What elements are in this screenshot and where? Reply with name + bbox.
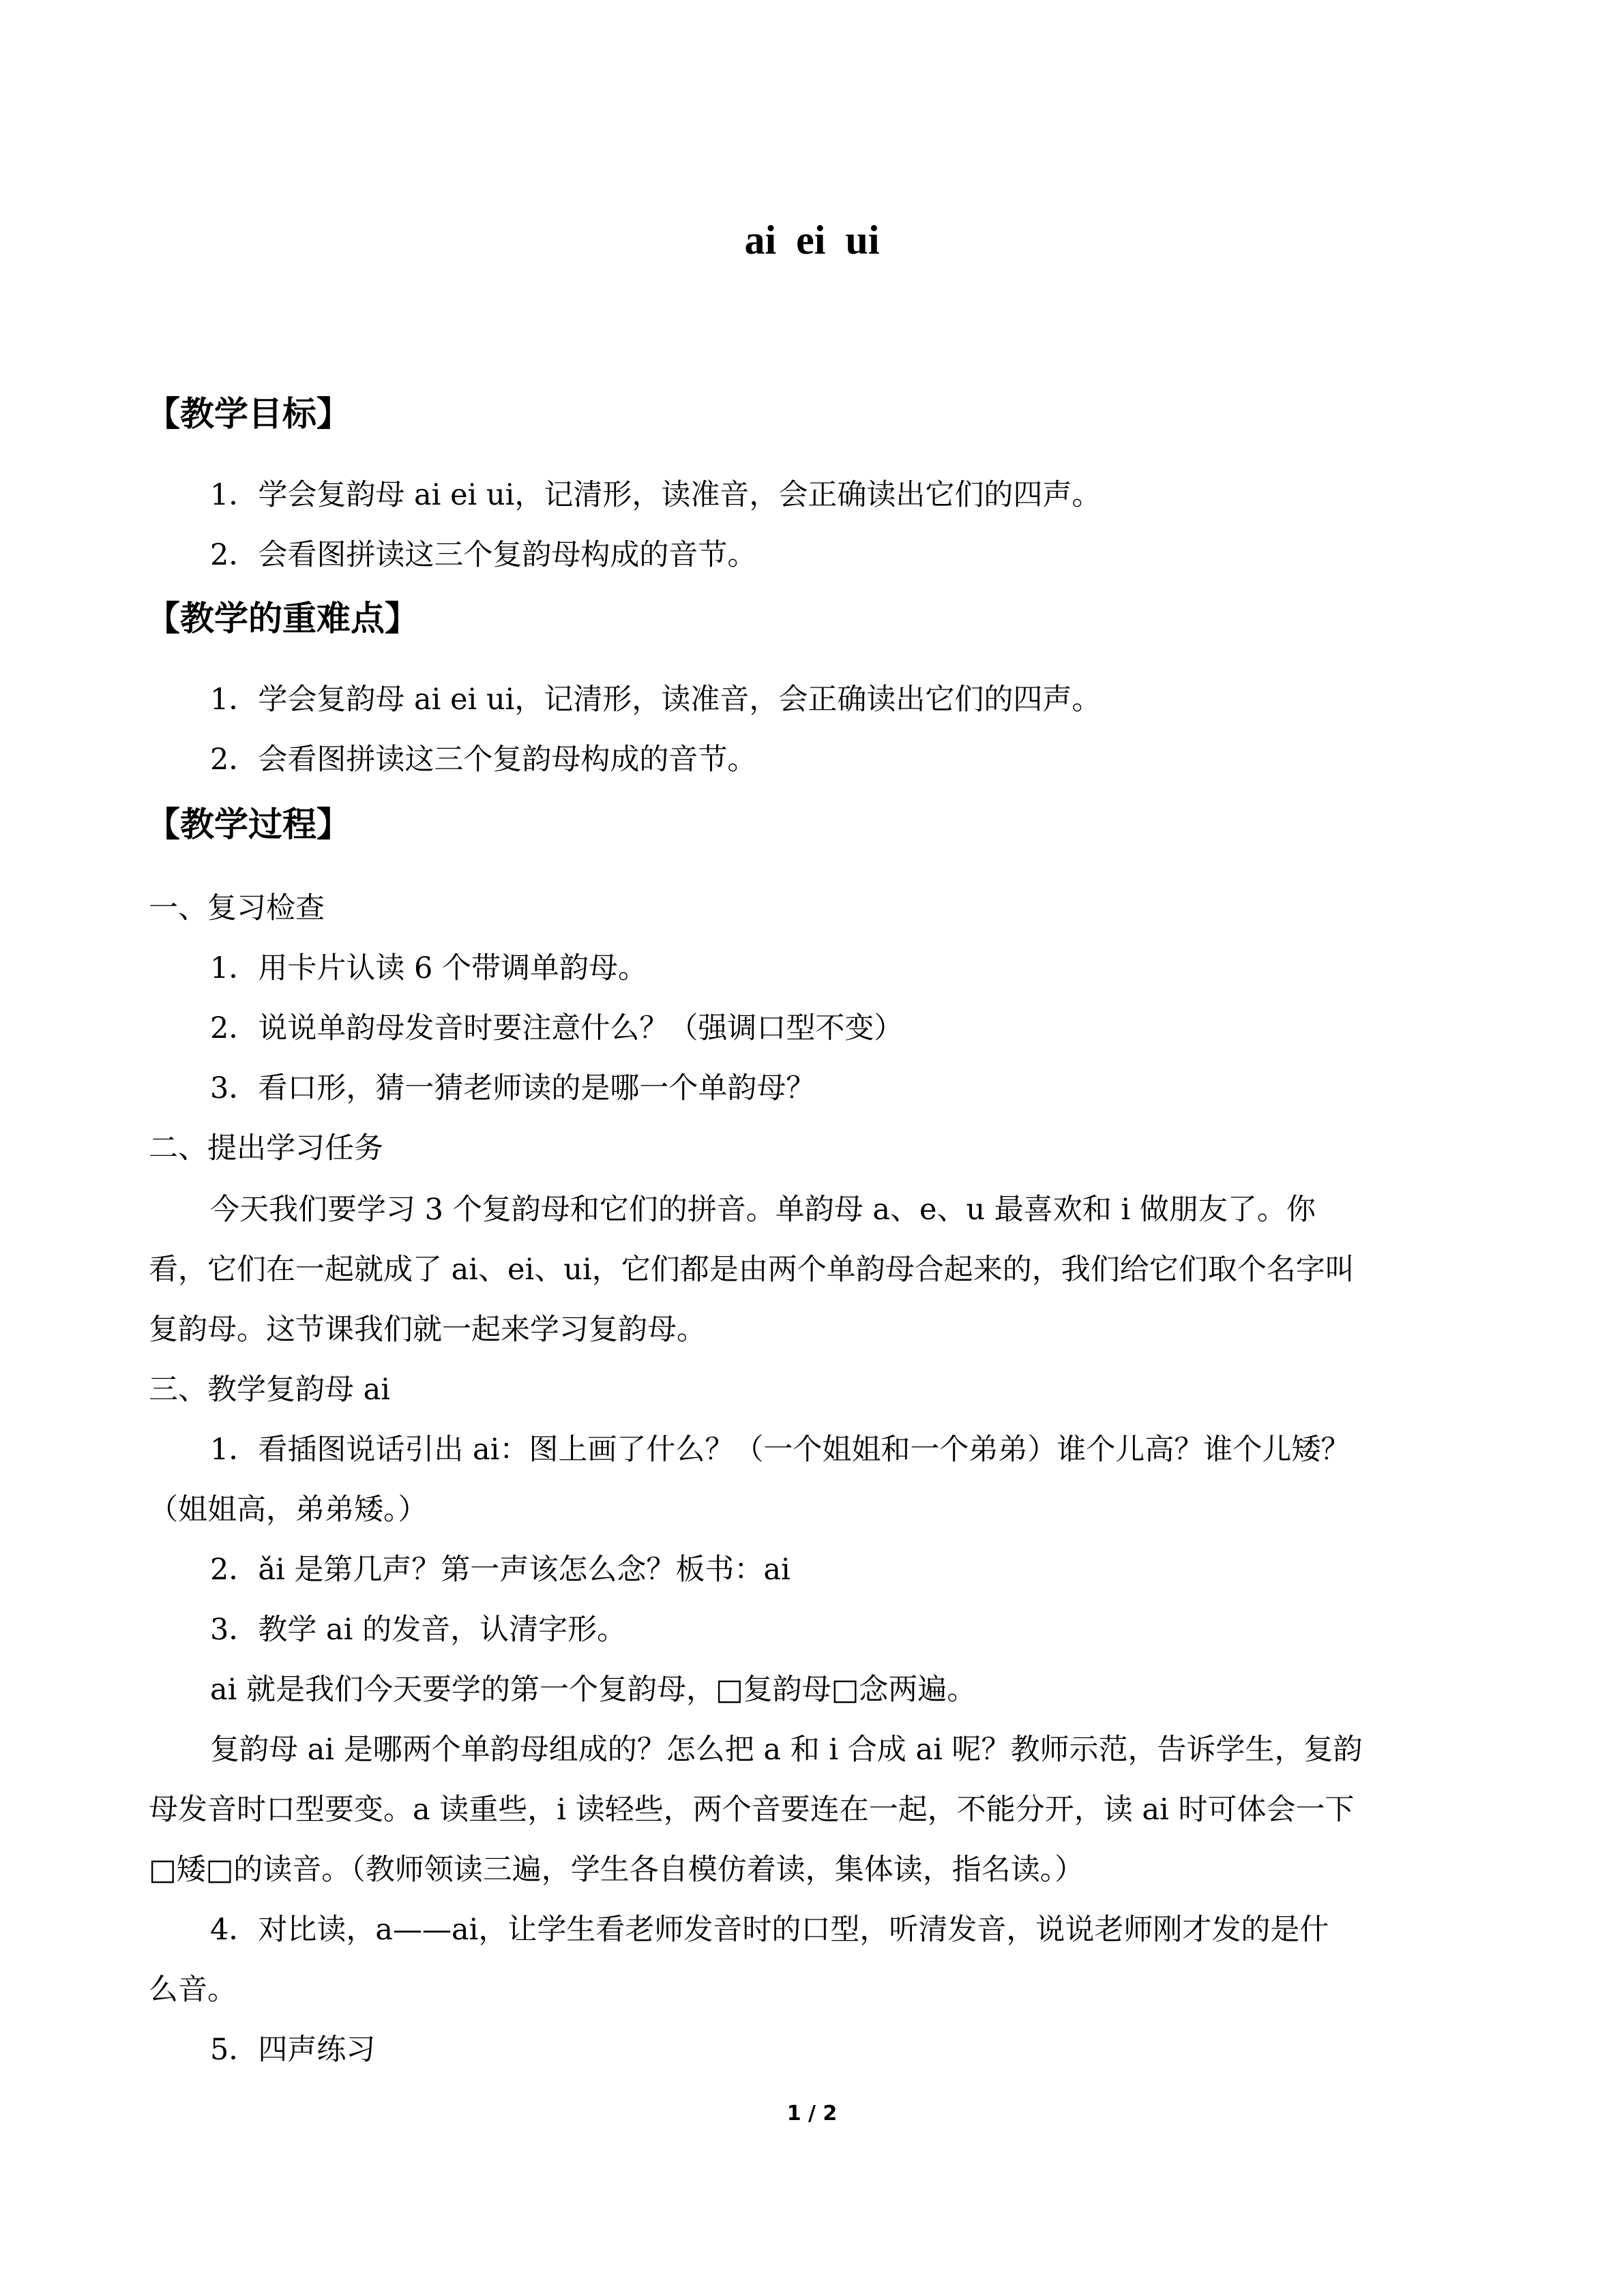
process-line: 4．对比读，a——ai，让学生看老师发音时的口型，听清发音，说说老师刚才发的是什	[210, 1913, 1329, 1947]
process-subheading: 三、教学复韵母 ai	[149, 1373, 391, 1407]
process-line: 3．教学 ai 的发音，认清字形。	[210, 1613, 627, 1647]
section-heading-objectives: 【教学目标】	[146, 394, 351, 434]
process-line: 5．四声练习	[210, 2033, 376, 2067]
key-point-item: 2．会看图拼读这三个复韵母构成的音节。	[210, 743, 757, 777]
process-line: 1．看插图说话引出 ai：图上画了什么？（一个姐姐和一个弟弟）谁个儿高？谁个儿矮？	[210, 1433, 1350, 1467]
process-subheading: 二、提出学习任务	[149, 1131, 383, 1165]
process-subheading: 一、复习检查	[149, 891, 325, 925]
process-line: 2．说说单韵母发音时要注意什么？（强调口型不变）	[210, 1011, 904, 1045]
section-heading-key-points: 【教学的重难点】	[146, 599, 419, 638]
process-line: 今天我们要学习 3 个复韵母和它们的拼音。单韵母 a、e、u 最喜欢和 i 做朋友了。你	[210, 1193, 1316, 1227]
process-line: □矮□的读音。（教师领读三遍，学生各自模仿着读，集体读，指名读。）	[149, 1853, 1084, 1887]
process-line: 么音。	[149, 1973, 237, 2007]
process-line: 1．用卡片认读 6 个带调单韵母。	[210, 951, 648, 985]
process-line: 3．看口形，猜一猜老师读的是哪一个单韵母？	[210, 1071, 816, 1105]
process-line: （姐姐高，弟弟矮。）	[149, 1493, 428, 1527]
objective-item: 1．学会复韵母 ai ei ui，记清形，读准音，会正确读出它们的四声。	[210, 478, 1102, 512]
process-line: 看，它们在一起就成了 ai、ei、ui，它们都是由两个单韵母合起来的，我们给它们取个名字叫	[149, 1253, 1355, 1287]
objective-item: 2．会看图拼读这三个复韵母构成的音节。	[210, 538, 757, 572]
process-line: 复韵母 ai 是哪两个单韵母组成的？怎么把 a 和 i 合成 ai 呢？教师示范，告诉学生，复韵	[210, 1733, 1363, 1767]
process-line: ai 就是我们今天要学的第一个复韵母，□复韵母□念两遍。	[210, 1673, 977, 1707]
section-heading-process: 【教学过程】	[146, 805, 351, 844]
process-line: 母发音时口型要变。a 读重些，i 读轻些，两个音要连在一起，不能分开，读 ai 时可体会一下	[149, 1793, 1355, 1827]
process-line: 复韵母。这节课我们就一起来学习复韵母。	[149, 1313, 706, 1347]
document-title: ai ei ui	[744, 218, 880, 263]
page-number: 1 / 2	[786, 2102, 838, 2126]
process-line: 2．ǎi 是第几声？第一声该怎么念？板书：ai	[210, 1553, 791, 1587]
key-point-item: 1．学会复韵母 ai ei ui，记清形，读准音，会正确读出它们的四声。	[210, 683, 1102, 717]
